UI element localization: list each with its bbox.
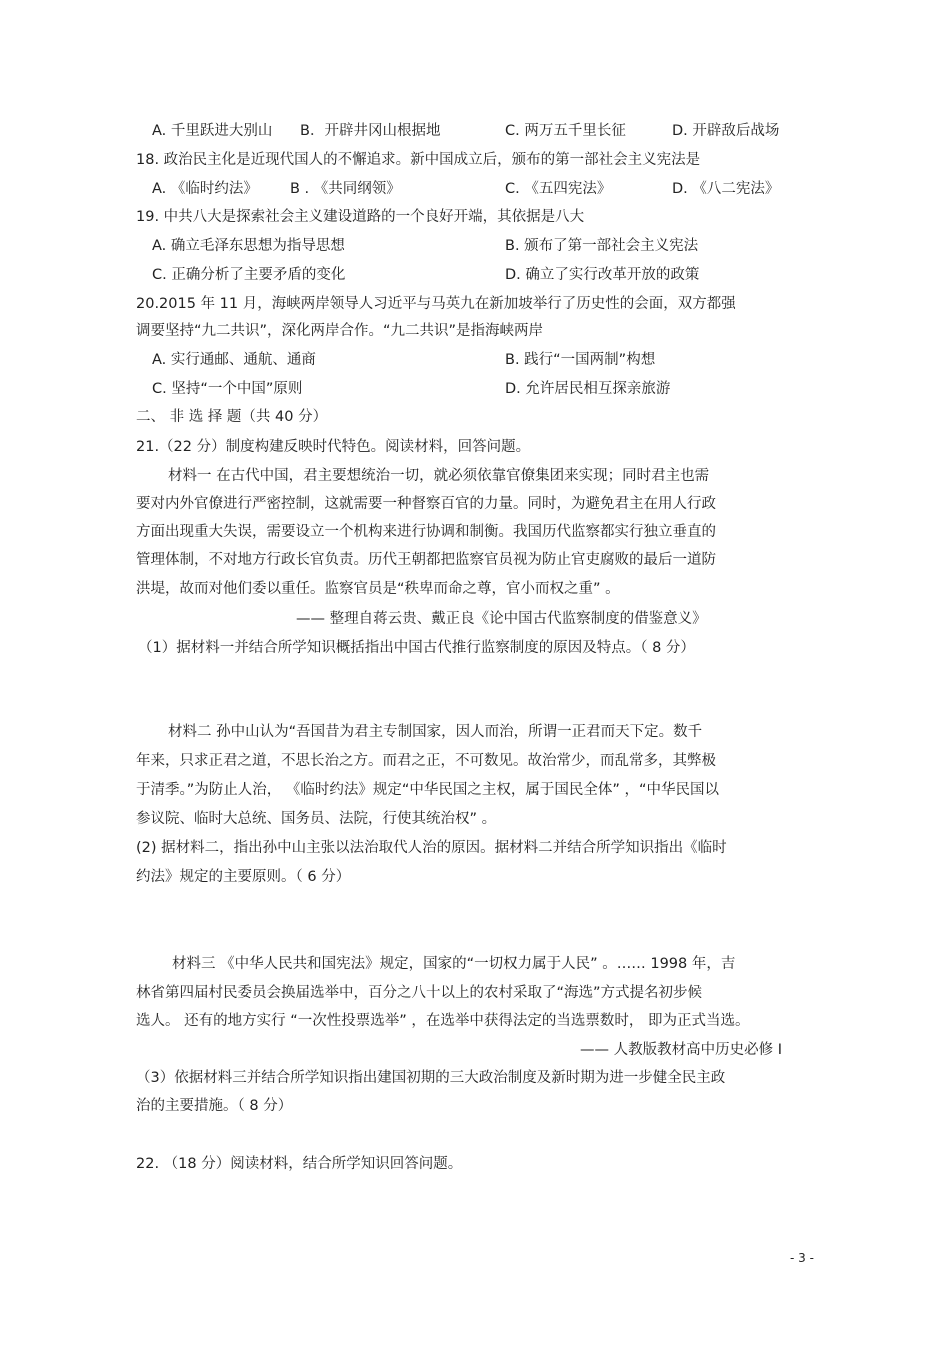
q19-option-c: C. 正确分析了主要矛盾的变化	[152, 267, 346, 283]
material2-line: 年来，只求正君之道，不思长治之方。而君之正，不可数见。故治常少，而乱常多，其弊极	[136, 753, 716, 769]
material3-line: 选人。 还有的地方实行 “一次性投票选举” ，在选举中获得法定的当选票数时， 即为正式当选。	[136, 1013, 750, 1029]
q20-stem-line1: 20.2015 年 11 月，海峡两岸领导人习近平与马英九在新加坡举行了历史性的会面，双方都强	[136, 296, 736, 312]
q18-option-b: B . 《共同纲领》	[290, 181, 401, 197]
q22-stem: 22. （18 分）阅读材料，结合所学知识回答问题。	[136, 1156, 463, 1172]
section-heading: 二、 非 选 择 题（共 40 分）	[136, 409, 328, 425]
q20-option-d: D. 允许居民相互探亲旅游	[505, 381, 671, 397]
material2-line: 于清季。”为防止人治， 《临时约法》规定“中华民国之主权，属于国民全体” ，“中华民国以	[136, 782, 720, 798]
material1-line: 方面出现重大失误，需要设立一个机构来进行协调和制衡。我国历代监察都实行独立垂直的	[136, 524, 716, 540]
material3-line: 林省第四届村民委员会换届选举中，百分之八十以上的农村采取了“海选”方式提名初步候	[136, 985, 703, 1001]
q18-option-d: D. 《八二宪法》	[672, 181, 780, 197]
sub-question-3: 治的主要措施。（ 8 分）	[136, 1098, 293, 1114]
q20-stem-line2: 调要坚持“九二共识”，深化两岸合作。“九二共识”是指海峡两岸	[136, 323, 544, 339]
q17-option-d: D. 开辟敌后战场	[672, 123, 780, 139]
q19-stem: 19. 中共八大是探索社会主义建设道路的一个良好开端，其依据是八大	[136, 209, 585, 225]
material2-line: 材料二 孙中山认为“吾国昔为君主专制国家，因人而治，所谓一正君而天下定。数千	[168, 724, 703, 740]
q17-option-b: B．开辟井冈山根据地	[300, 123, 441, 139]
material3-line: 材料三 《中华人民共和国宪法》规定，国家的“一切权力属于人民” 。…… 1998 年，吉	[172, 956, 736, 972]
sub-question-3: （3）依据材料三并结合所学知识指出建国初期的三大政治制度及新时期为进一步健全民主政	[136, 1070, 726, 1086]
material1-source: —— 整理自蒋云贵、戴正良《论中国古代监察制度的借鉴意义》	[296, 611, 707, 627]
sub-question-2: (2) 据材料二，指出孙中山主张以法治取代人治的原因。据材料二并结合所学知识指出《临时	[136, 840, 727, 856]
q17-option-c: C. 两万五千里长征	[505, 123, 626, 139]
q19-option-d: D. 确立了实行改革开放的政策	[505, 267, 700, 283]
q17-option-a: A. 千里跃进大别山	[152, 123, 273, 139]
q20-option-a: A. 实行通邮、通航、通商	[152, 352, 316, 368]
q19-option-a: A. 确立毛泽东思想为指导思想	[152, 238, 345, 254]
q18-option-c: C. 《五四宪法》	[505, 181, 612, 197]
q20-option-b: B. 践行“一国两制”构想	[505, 352, 656, 368]
q21-stem: 21.（22 分）制度构建反映时代特色。阅读材料，回答问题。	[136, 439, 531, 455]
material3-source: —— 人教版教材高中历史必修 I	[580, 1042, 782, 1058]
q19-option-b: B. 颁布了第一部社会主义宪法	[505, 238, 699, 254]
q18-stem: 18. 政治民主化是近现代国人的不懈追求。新中国成立后，颁布的第一部社会主义宪法是	[136, 152, 701, 168]
material2-line: 参议院、临时大总统、国务员、法院，行使其统治权” 。	[136, 811, 497, 827]
page-number: - 3 -	[790, 1251, 814, 1265]
material1-line: 材料一 在古代中国，君主要想统治一切，就必须依靠官僚集团来实现；同时君主也需	[168, 468, 710, 484]
sub-question-1: （1）据材料一并结合所学知识概括指出中国古代推行监察制度的原因及特点。（ 8 分）	[138, 640, 695, 656]
sub-question-2: 约法》规定的主要原则。（ 6 分）	[136, 869, 351, 885]
q20-option-c: C. 坚持“一个中国”原则	[152, 381, 303, 397]
material1-line: 洪堤，故而对他们委以重任。监察官员是“秩卑而命之尊，官小而权之重” 。	[136, 581, 620, 597]
q18-option-a: A. 《临时约法》	[152, 181, 258, 197]
material1-line: 管理体制，不对地方行政长官负责。历代王朝都把监察官员视为防止官吏腐败的最后一道防	[136, 552, 716, 568]
material1-line: 要对内外官僚进行严密控制，这就需要一种督察百官的力量。同时，为避免君主在用人行政	[136, 496, 716, 512]
